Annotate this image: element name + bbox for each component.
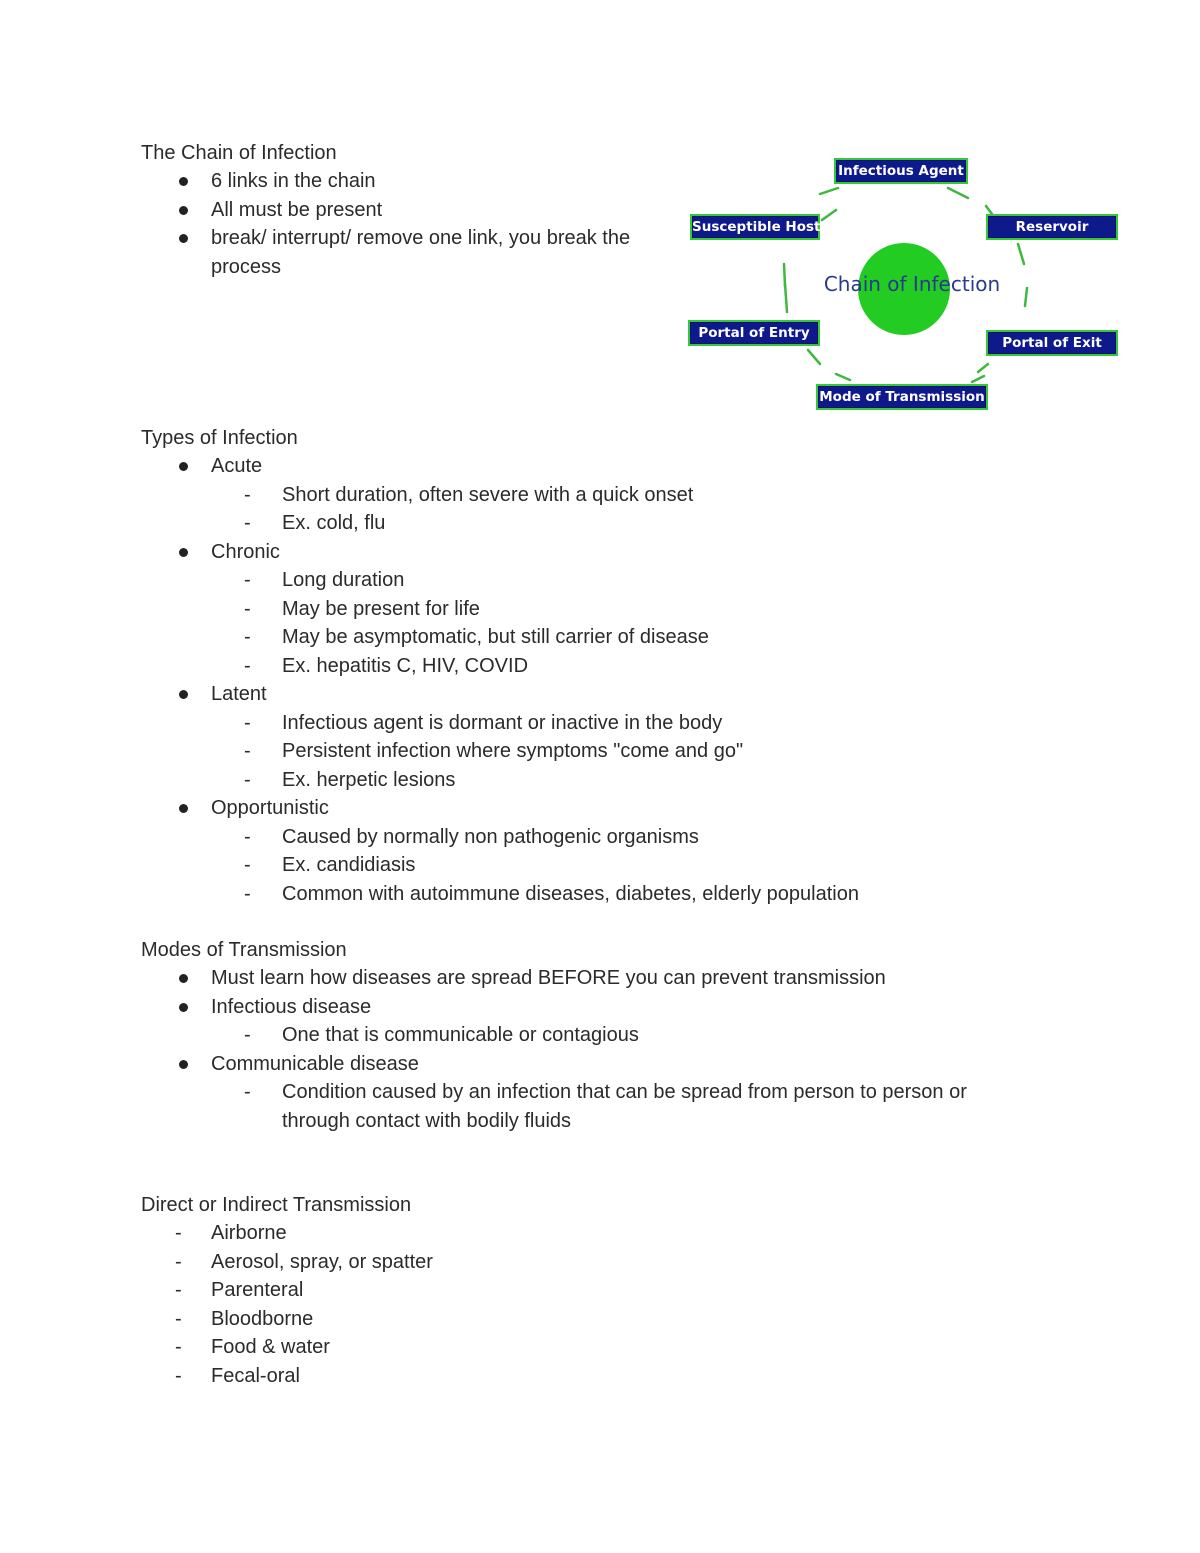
list-item: - Ex. cold, flu	[244, 512, 386, 534]
bullet-icon	[179, 548, 188, 557]
sub-list	[211, 481, 1141, 538]
list-item: Opportunistic	[141, 794, 1141, 823]
list-item: - Caused by normally non pathogenic organisms	[244, 825, 699, 848]
sub-list-container	[141, 1078, 1141, 1135]
list-item: - Long duration	[244, 569, 405, 591]
bullet-icon	[179, 1003, 188, 1012]
bullet-icon	[179, 177, 188, 186]
node-portal-of-entry: Portal of Entry	[688, 320, 820, 346]
connector-mode-entry-2	[808, 350, 820, 364]
list-item: - Fecal-oral	[175, 1364, 300, 1387]
list-item: - Airborne	[175, 1222, 287, 1244]
list-item: Chronic	[141, 538, 1141, 567]
sub-list-container	[141, 481, 1141, 538]
list-item: - Parenteral	[175, 1279, 304, 1301]
list-item: - Bloodborne	[175, 1307, 314, 1330]
modes-heading: Modes of Transmission	[141, 939, 347, 961]
list-item: - Infectious agent is dormant or inactive in the body	[244, 711, 723, 734]
types-section	[141, 424, 1141, 908]
bullet-icon	[179, 462, 188, 471]
connector-host-agent-2	[820, 188, 838, 194]
sub-list	[211, 709, 1141, 795]
types-heading: Types of Infection	[141, 427, 298, 449]
list-item: break/ interrupt/ remove one link, you break the process	[141, 224, 671, 281]
sub-list-container	[141, 709, 1141, 795]
sub-list-container	[141, 566, 1141, 680]
connector-mode-entry	[836, 374, 850, 380]
direct-list	[141, 1219, 1141, 1390]
list-item: Infectious disease	[141, 993, 1141, 1022]
chain-of-infection-diagram	[686, 154, 1122, 416]
list-item: - Common with autoimmune diseases, diabetes, elderly population	[244, 882, 859, 905]
list-item: - Food & water	[175, 1336, 330, 1358]
modes-list	[141, 964, 1141, 1135]
list-item: - Ex. herpetic lesions	[244, 768, 456, 791]
list-item: Communicable disease	[141, 1050, 1141, 1079]
connector-exit-mode	[972, 376, 984, 382]
bullet-icon	[179, 1060, 188, 1069]
list-item: - Short duration, often severe with a quick onset	[244, 483, 694, 506]
connector-reservoir-exit	[1018, 244, 1024, 264]
node-susceptible-host: Susceptible Host	[690, 214, 820, 240]
connector-entry-host-2	[784, 264, 785, 286]
connector-agent-reservoir-tip	[986, 206, 992, 214]
node-reservoir: Reservoir	[986, 214, 1118, 240]
connector-agent-reservoir	[948, 188, 968, 198]
list-item: All must be present	[141, 196, 1141, 225]
list-item: - May be asymptomatic, but still carrier of disease	[244, 626, 709, 648]
types-list	[141, 452, 1141, 908]
list-item: Acute	[141, 452, 1141, 481]
sub-list	[211, 566, 1141, 680]
bullet-icon	[179, 804, 188, 813]
node-infectious-agent: Infectious Agent	[834, 158, 968, 184]
bullet-icon	[179, 234, 188, 243]
list-item: 6 links in the chain	[141, 167, 1141, 196]
list-item: - Aerosol, spray, or spatter	[175, 1250, 433, 1273]
connector-entry-host	[785, 284, 787, 312]
sub-list-container	[141, 823, 1141, 909]
list-item: Latent	[141, 680, 1141, 709]
connector-reservoir-exit-2	[1025, 288, 1027, 306]
connector-host-agent	[822, 210, 836, 220]
direct-heading: Direct or Indirect Transmission	[141, 1194, 412, 1216]
node-portal-of-exit: Portal of Exit	[986, 330, 1118, 356]
modes-section	[141, 936, 1141, 1135]
chain-heading: The Chain of Infection	[141, 142, 337, 164]
bullet-icon	[179, 206, 188, 215]
list-item: Must learn how diseases are spread BEFORE you can prevent transmission	[141, 964, 1141, 993]
bullet-icon	[179, 690, 188, 699]
connector-exit-mode-2	[978, 364, 988, 372]
sub-list	[211, 823, 1141, 909]
bullet-icon	[179, 974, 188, 983]
direct-section	[141, 1191, 1141, 1390]
list-item: - Ex. hepatitis C, HIV, COVID	[244, 654, 529, 677]
sub-list	[211, 1078, 1141, 1135]
list-item: - Ex. candidiasis	[244, 854, 416, 876]
list-item: - Condition caused by an infection that can be spread from person to person or through contact with bodily fluids	[244, 1081, 967, 1132]
list-item: - May be present for life	[244, 597, 480, 620]
sub-list	[211, 1021, 1141, 1050]
list-item: - Persistent infection where symptoms "come and go"	[244, 740, 744, 762]
node-mode-of-transmission: Mode of Transmission	[816, 384, 988, 410]
sub-list-container	[141, 1021, 1141, 1050]
list-item: - One that is communicable or contagious	[244, 1024, 639, 1046]
diagram-center-label: Chain of Infection	[823, 272, 1001, 296]
